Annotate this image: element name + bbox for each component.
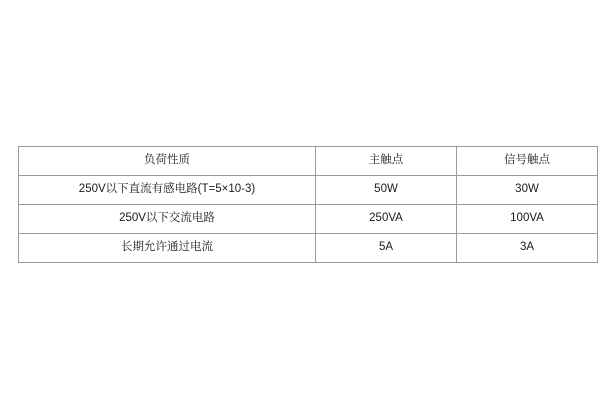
table-row [19, 205, 598, 234]
table-row [19, 176, 598, 205]
cell-main-contact: 250VA [316, 205, 457, 234]
column-header-signal-contact: 信号触点 [457, 147, 598, 176]
cell-signal-contact: 30W [457, 176, 598, 205]
cell-main-contact: 50W [316, 176, 457, 205]
contact-rating-table [18, 146, 598, 263]
table-header-row [19, 147, 598, 176]
table-row [19, 234, 598, 263]
cell-main-contact: 5A [316, 234, 457, 263]
cell-load-type: 长期允许通过电流 [19, 234, 316, 263]
cell-load-type: 250V以下直流有感电路(T=5×10-3) [19, 176, 316, 205]
cell-signal-contact: 3A [457, 234, 598, 263]
cell-signal-contact: 100VA [457, 205, 598, 234]
column-header-main-contact: 主触点 [316, 147, 457, 176]
column-header-load-type: 负荷性质 [19, 147, 316, 176]
cell-load-type: 250V以下交流电路 [19, 205, 316, 234]
